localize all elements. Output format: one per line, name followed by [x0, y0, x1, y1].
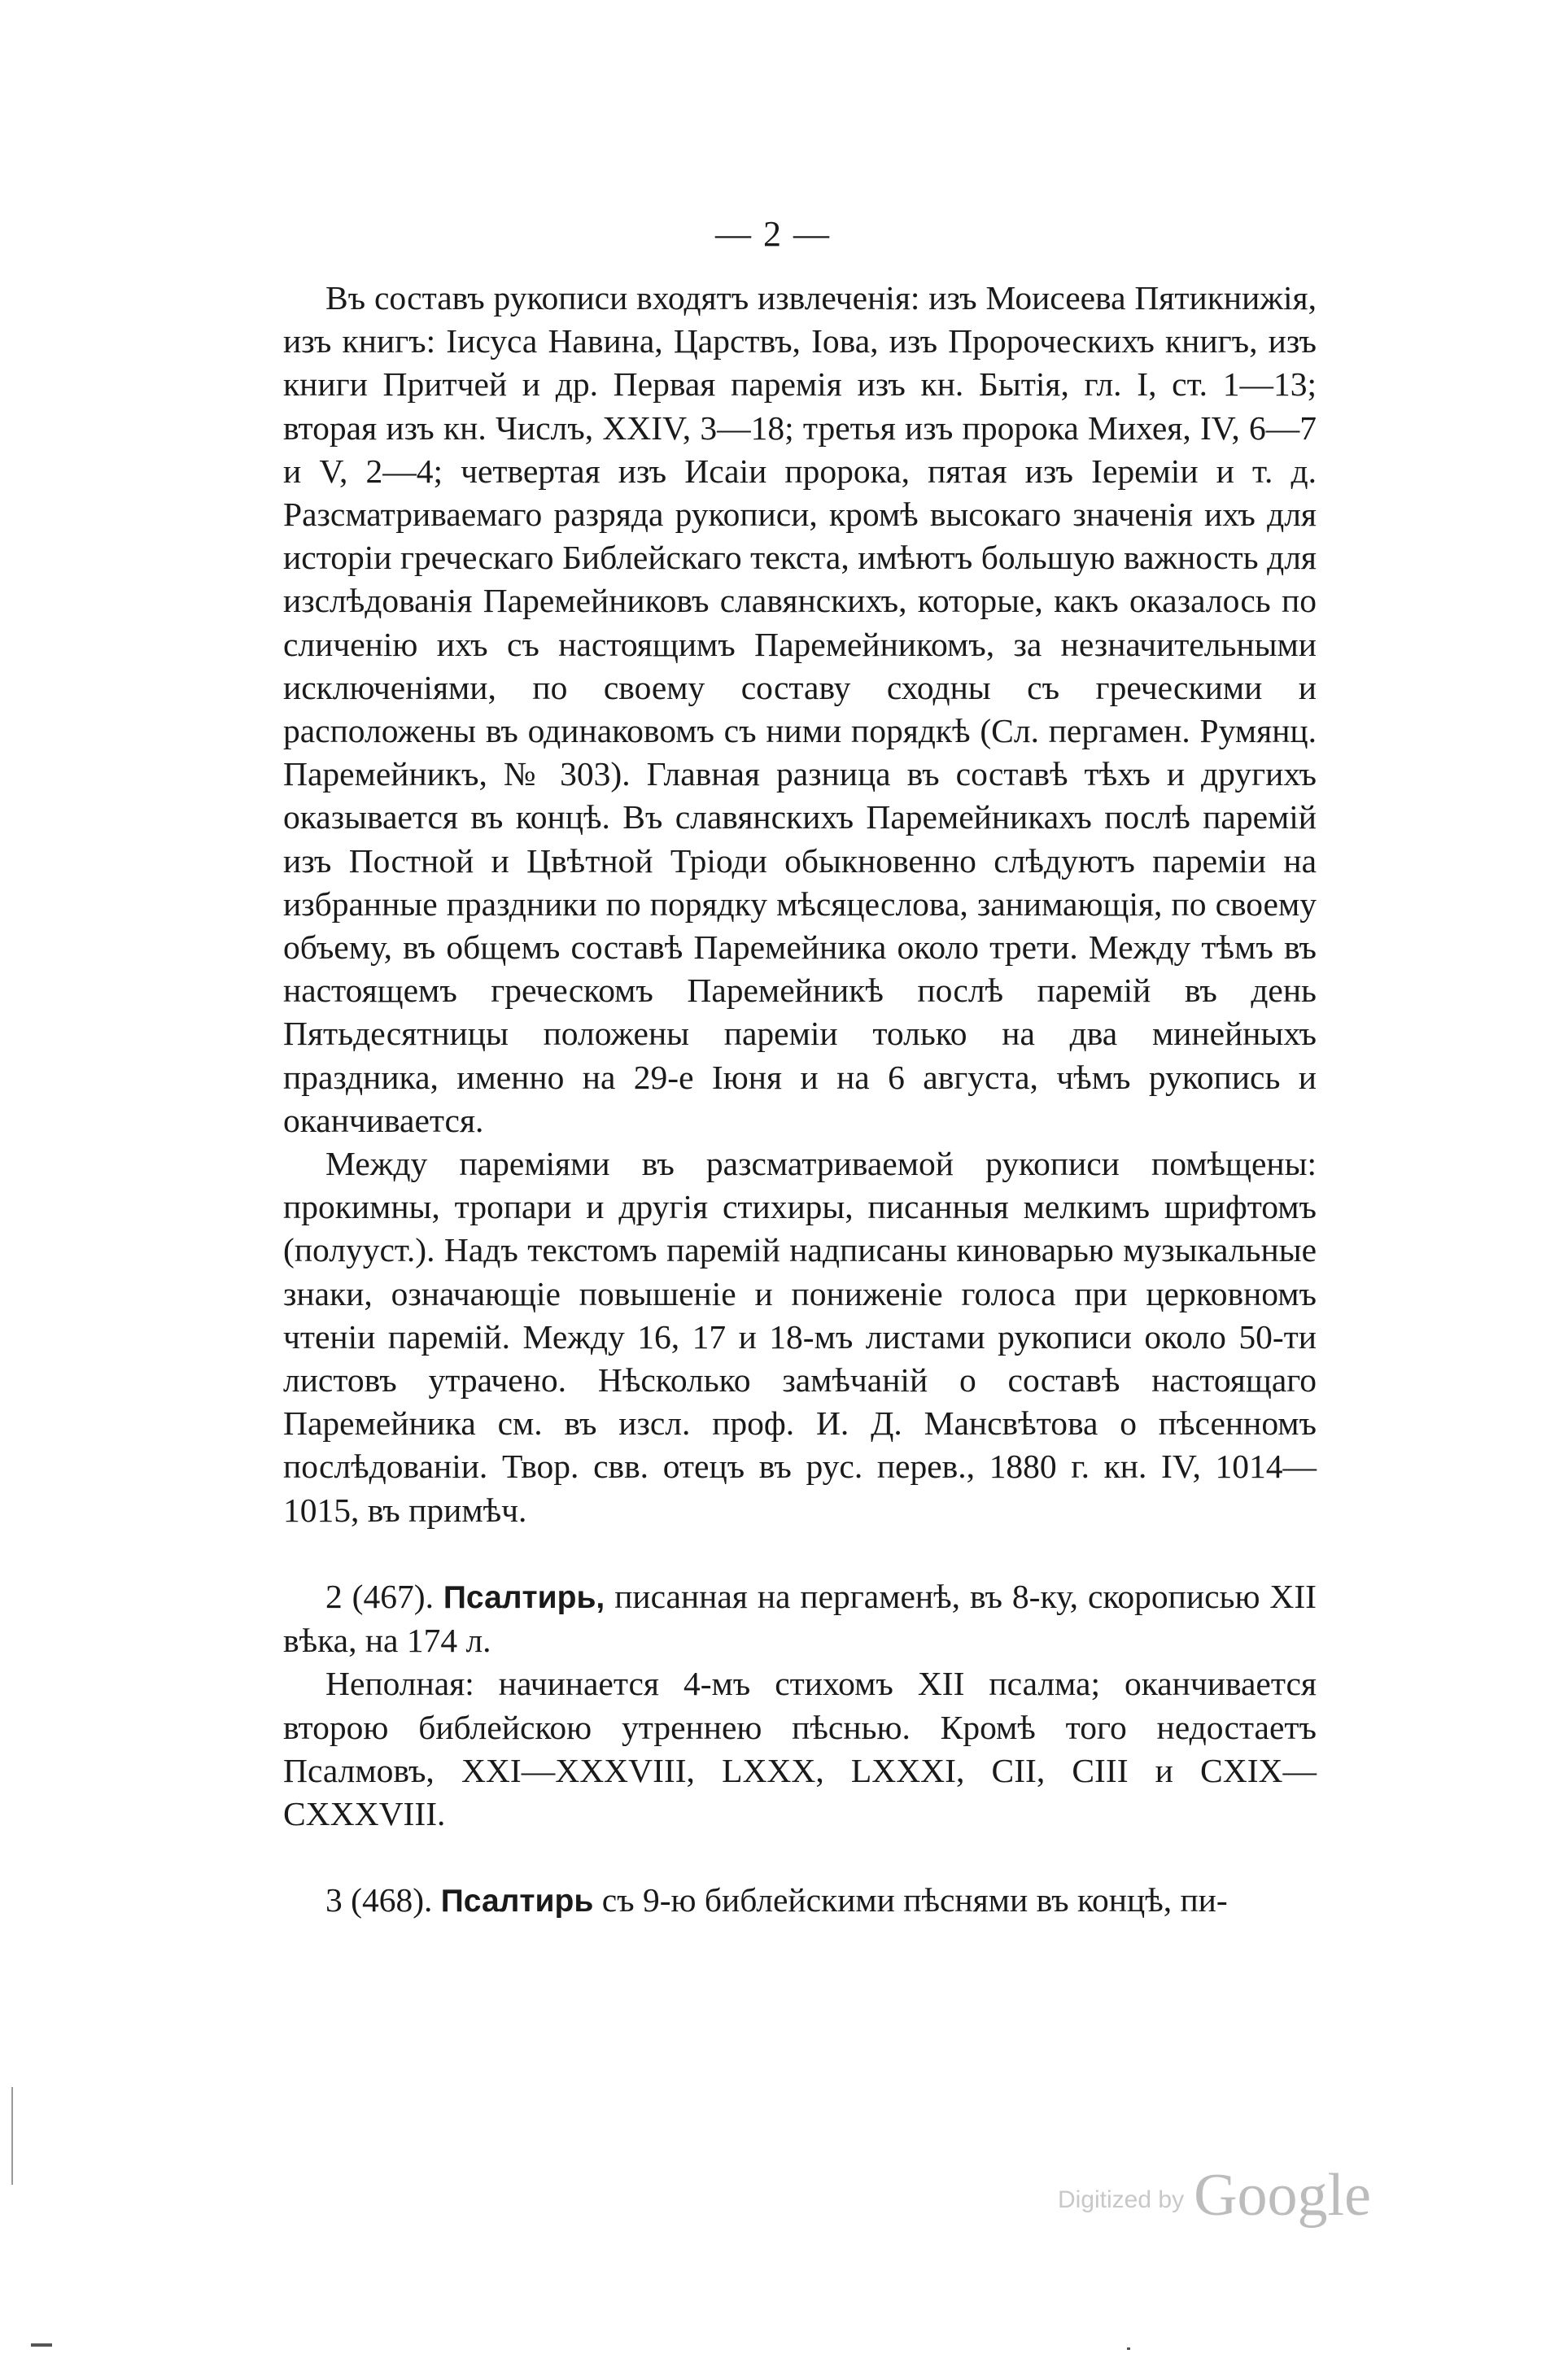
- scan-speck: [11, 2087, 13, 2185]
- google-logo: Google: [1194, 2162, 1371, 2229]
- entry-title: Псалтирь,: [443, 1579, 605, 1615]
- catalog-entry-3: [283, 1879, 1317, 1923]
- entry-description: писанная на пергаменѣ, въ 8-ку, скорописью XII вѣка, на 174 л.: [283, 1577, 1317, 1660]
- body-paragraph-1: Въ составъ рукописи входятъ извлеченія: изъ Моисеева Пятикнижія, изъ книгъ: Іисуса Навина, Царствъ, Іова, изъ Пророческихъ книгъ, изъ книги Притчей и др. Первая паремія изъ кн. Бытія, гл. I, ст. 1—13; вторая изъ кн. Числъ, XXIV, 3—18; третья изъ пророка Михея, IV, 6—7 и V, 2—4; четвертая изъ Исаіи пророка, пятая изъ Іереміи и т. д. Разсматриваемаго разряда рукописи, кромѣ высокаго значенія ихъ для исторіи греческаго Библейскаго текста, имѣютъ большую важность для изслѣдованія Паремейниковъ славянскихъ, которые, какъ оказалось по сличенію ихъ съ настоящимъ Паремейникомъ, за незначительными исключеніями, по своему составу сходны съ греческими и расположены въ одинаковомъ съ ними порядкѣ (Сл. пергамен. Румянц. Паремейникъ, № 303). Главная разница въ составѣ тѣхъ и другихъ оказывается въ концѣ. Въ славянскихъ Паремейникахъ послѣ паремій изъ Постной и Цвѣтной Тріоди обыкновенно слѣдуютъ пареміи на избранные праздники по порядку мѣсяцеслова, занимающія, по своему объему, въ общемъ составѣ Паремейника около трети. Между тѣмъ въ настоящемъ греческомъ Паремейникѣ послѣ паремій въ день Пятьдесятницы положены пареміи только на два минейныхъ праздника, именно на 29-е Іюня и на 6 августа, чѣмъ рукопись и оканчивается.: [283, 279, 1317, 1139]
- scan-speck: [31, 2343, 52, 2347]
- entry-title: Псалтирь: [440, 1884, 594, 1919]
- entry-number: 2 (467).: [325, 1577, 434, 1615]
- scan-speck: [1127, 2347, 1130, 2350]
- digitized-watermark: [1058, 2152, 1400, 2229]
- entry-description: съ 9-ю библейскими пѣснями въ концѣ, пи-: [601, 1881, 1228, 1919]
- catalog-entry-2-note: Неполная: начинается 4-мъ стихомъ XII псалма; оканчивается второю библейскою утреннею пѣснью. Кромѣ того недостаетъ Псалмовъ, XXI—XXXVIII, LXXX, LXXXI, CII, CIII и CXIX—CXXXVIII.: [283, 1665, 1317, 1832]
- text-column: [283, 277, 1317, 1923]
- catalog-entry-2: [283, 1575, 1317, 1662]
- entry-number: 3 (468).: [325, 1881, 433, 1919]
- page-number: — 2 —: [715, 214, 831, 254]
- body-paragraph-2: Между пареміями въ разсматриваемой рукописи помѣщены: прокимны, тропари и другія стихиры, писанныя мелкимъ шрифтомъ (полуyст.). Надъ текстомъ паремій надписаны киноварью музыкальные знаки, означающіе повышеніе и пониженіе голоса при церковномъ чтеніи паремій. Между 16, 17 и 18-мъ листами рукописи около 50-ти листовъ утрачено. Нѣсколько замѣчаній о составѣ настоящаго Паремейника см. въ изсл. проф. И. Д. Мансвѣтова о пѣсенномъ послѣдованіи. Твор. свв. отецъ въ рус. перев., 1880 г. кн. IV, 1014—1015, въ примѣч.: [283, 1145, 1317, 1529]
- watermark-prefix: Digitized by: [1058, 2186, 1185, 2213]
